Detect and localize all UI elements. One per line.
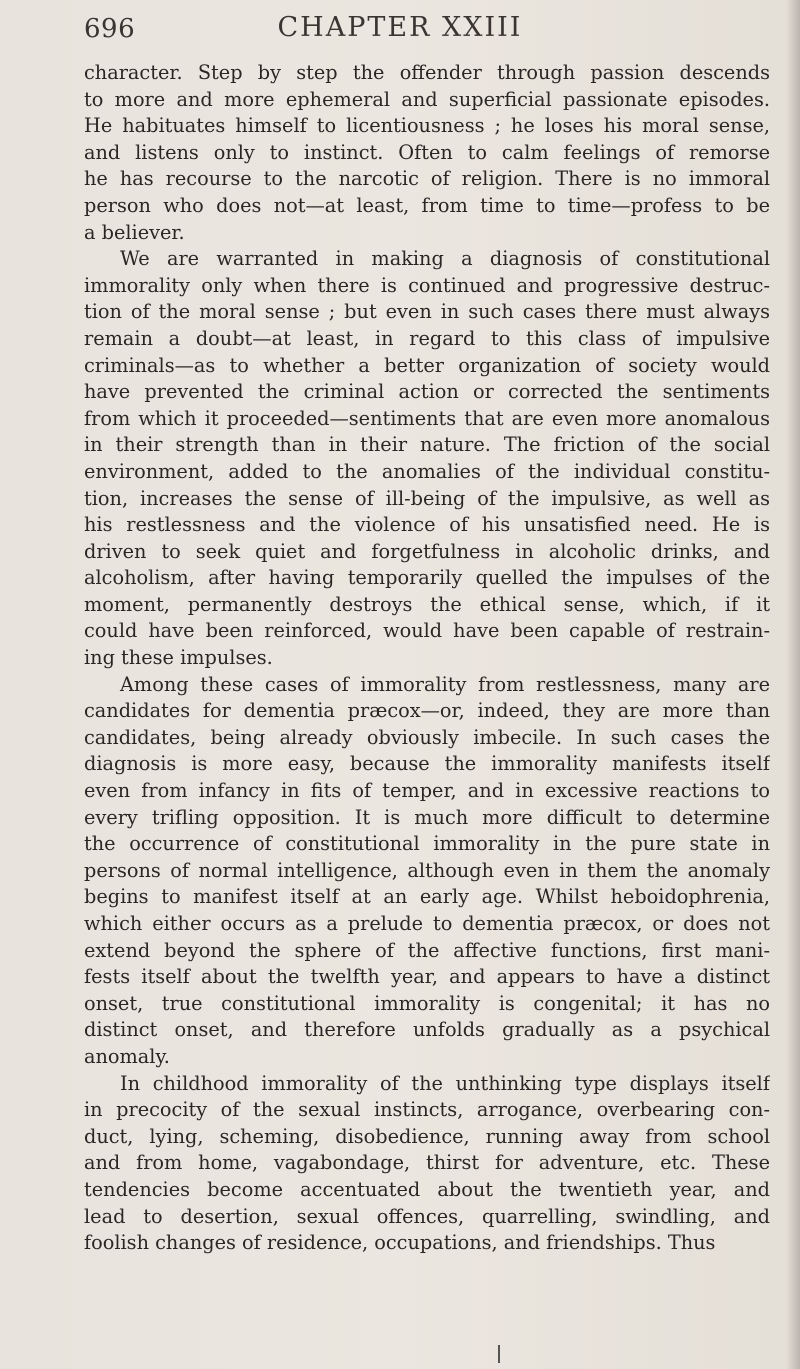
- chapter-heading: CHAPTER XXIII: [277, 12, 523, 43]
- text-line: fests itself about the twelfth year, and appears to have a distinct: [84, 965, 770, 989]
- text-line: lead to desertion, sexual offences, quarrelling, swindling, and: [84, 1204, 770, 1228]
- text-line: foolish changes of residence, occupations, and friendships. Thus: [84, 1231, 716, 1255]
- body-text: [84, 60, 770, 1257]
- text-line: every trifling opposition. It is much more difficult to determine: [84, 805, 770, 829]
- text-line: candidates for dementia præcox—or, indeed, they are more than: [84, 699, 770, 723]
- text-line: character. Step by step the offender through passion descends: [84, 61, 770, 84]
- text-line: and from home, vagabondage, thirst for adventure, etc. These: [84, 1151, 770, 1175]
- paragraph: [84, 672, 770, 1071]
- text-line: persons of normal intelligence, although even in them the anomaly: [84, 858, 770, 882]
- text-line: could have been reinforced, would have been capable of restrain-: [84, 619, 770, 643]
- text-line: a believer.: [84, 220, 185, 244]
- text-line: anomaly.: [84, 1044, 170, 1068]
- text-line: his restlessness and the violence of his unsatisfied need. He is: [84, 513, 770, 537]
- page-edge-shadow: [786, 0, 800, 1369]
- text-line: In childhood immorality of the unthinking type displays itself: [120, 1071, 770, 1095]
- text-line: distinct onset, and therefore unfolds gradually as a psychical: [84, 1018, 770, 1042]
- page-number: 696: [84, 14, 136, 44]
- text-line: extend beyond the sphere of the affective functions, first mani-: [84, 938, 770, 962]
- text-line: alcoholism, after having temporarily quelled the impulses of the: [84, 566, 770, 590]
- text-line: diagnosis is more easy, because the immorality manifests itself: [84, 752, 770, 776]
- text-line: tendencies become accentuated about the twentieth year, and: [84, 1177, 770, 1201]
- paragraph: [84, 1071, 770, 1257]
- text-line: We are warranted in making a diagnosis of constitutional: [120, 247, 770, 271]
- text-line: in precocity of the sexual instincts, arrogance, overbearing con-: [84, 1098, 770, 1122]
- text-line: which either occurs as a prelude to dementia præcox, or does not: [84, 912, 770, 935]
- text-line: immorality only when there is continued and progressive destruc-: [84, 273, 770, 297]
- text-line: criminals—as to whether a better organization of society would: [84, 353, 770, 377]
- text-line: He habituates himself to licentiousness ; he loses his moral sense,: [84, 114, 770, 138]
- text-line: to more and more ephemeral and superficial passionate episodes.: [84, 87, 770, 111]
- text-line: begins to manifest itself at an early age. Whilst heboidophrenia,: [84, 885, 770, 909]
- text-line: even from infancy in fits of temper, and in excessive reactions to: [84, 779, 770, 803]
- text-line: remain a doubt—at least, in regard to this class of impulsive: [84, 326, 770, 350]
- running-header: [0, 8, 800, 56]
- page-mark: [498, 1345, 500, 1363]
- text-line: environment, added to the anomalies of the individual constitu-: [84, 459, 770, 483]
- text-line: tion of the moral sense ; but even in such cases there must always: [84, 300, 770, 324]
- text-line: the occurrence of constitutional immorality in the pure state in: [84, 832, 770, 856]
- text-line: Among these cases of immorality from restlessness, many are: [120, 672, 770, 696]
- text-line: driven to seek quiet and forgetfulness in alcoholic drinks, and: [84, 539, 770, 563]
- text-line: candidates, being already obviously imbecile. In such cases the: [84, 725, 770, 749]
- text-line: he has recourse to the narcotic of religion. There is no immoral: [84, 167, 770, 191]
- paragraph: [84, 246, 770, 672]
- text-line: tion, increases the sense of ill-being of the impulsive, as well as: [84, 486, 770, 510]
- text-line: duct, lying, scheming, disobedience, running away from school: [84, 1124, 770, 1148]
- text-line: from which it proceeded—sentiments that are even more anomalous: [84, 406, 770, 430]
- text-line: in their strength than in their nature. The friction of the social: [84, 433, 770, 457]
- text-line: and listens only to instinct. Often to calm feelings of remorse: [84, 140, 770, 164]
- paragraph: [84, 60, 770, 246]
- text-line: person who does not—at least, from time to time—profess to be: [84, 193, 770, 217]
- text-line: ing these impulses.: [84, 646, 273, 670]
- text-line: onset, true constitutional immorality is congenital; it has no: [84, 991, 770, 1015]
- text-line: have prevented the criminal action or corrected the sentiments: [84, 380, 770, 404]
- text-line: moment, permanently destroys the ethical sense, which, if it: [84, 592, 770, 616]
